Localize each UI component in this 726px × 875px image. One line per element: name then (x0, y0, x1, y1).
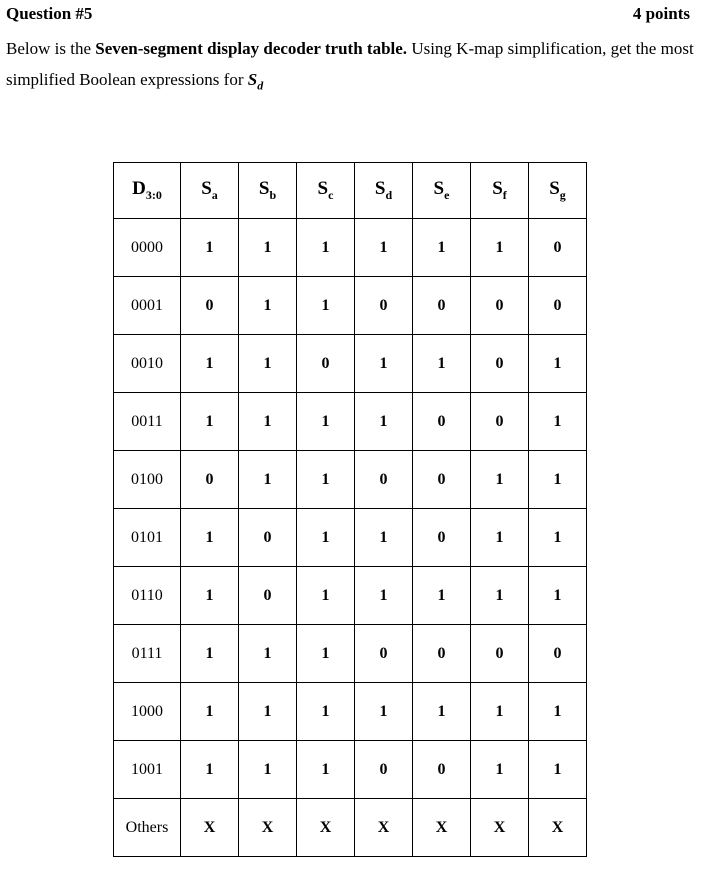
output-cell: 1 (181, 683, 239, 741)
output-cell: 0 (471, 393, 529, 451)
input-cell: Others (114, 799, 181, 857)
table-row (114, 625, 587, 683)
output-cell: 1 (529, 567, 587, 625)
header-cell (114, 163, 181, 219)
output-cell: 1 (297, 683, 355, 741)
table-row (114, 683, 587, 741)
header-sub: c (328, 187, 334, 202)
output-cell: 1 (471, 741, 529, 799)
output-cell: 1 (181, 625, 239, 683)
header-base: D (132, 178, 146, 200)
output-cell: 1 (355, 335, 413, 393)
output-cell: 1 (529, 683, 587, 741)
header-base: S (492, 178, 503, 200)
output-cell: 0 (355, 625, 413, 683)
table-row (114, 219, 587, 277)
header-base: S (374, 178, 386, 200)
output-cell: 1 (181, 393, 239, 451)
header-cell (297, 163, 355, 219)
output-cell: 0 (471, 277, 529, 335)
output-cell: X (529, 799, 587, 857)
output-cell: 1 (471, 509, 529, 567)
table-row (114, 451, 587, 509)
output-cell: 1 (529, 741, 587, 799)
output-cell: 1 (297, 277, 355, 335)
output-cell: 0 (413, 393, 471, 451)
output-cell: 1 (297, 567, 355, 625)
header-base: S (258, 178, 270, 200)
input-cell: 0010 (114, 335, 181, 393)
output-cell: 0 (413, 451, 471, 509)
output-cell: 0 (413, 741, 471, 799)
output-cell: 1 (297, 509, 355, 567)
header-cell (239, 163, 297, 219)
output-cell: 1 (297, 393, 355, 451)
table-body (114, 219, 587, 857)
header-sub: 3:0 (145, 187, 162, 202)
output-cell: X (297, 799, 355, 857)
table-row (114, 277, 587, 335)
header-sub: f (502, 187, 507, 202)
input-cell: 1001 (114, 741, 181, 799)
output-cell: 1 (529, 335, 587, 393)
table-row (114, 741, 587, 799)
output-cell: 1 (413, 335, 471, 393)
output-cell: 1 (239, 683, 297, 741)
output-cell: 1 (297, 219, 355, 277)
output-cell: 1 (355, 393, 413, 451)
header-base: S (317, 178, 329, 200)
prompt-table-title: Seven-segment display decoder truth table. (95, 39, 408, 58)
input-cell: 0101 (114, 509, 181, 567)
output-cell: 0 (413, 625, 471, 683)
output-cell: 1 (355, 683, 413, 741)
input-cell: 0110 (114, 567, 181, 625)
output-cell: 1 (471, 219, 529, 277)
output-cell: 1 (529, 451, 587, 509)
output-cell: 0 (239, 509, 297, 567)
input-cell: 0000 (114, 219, 181, 277)
output-cell: 1 (297, 741, 355, 799)
output-cell: X (239, 799, 297, 857)
output-cell: 0 (297, 335, 355, 393)
header-cell (529, 163, 587, 219)
header-base: S (549, 178, 560, 200)
input-cell: 0111 (114, 625, 181, 683)
target-var-sub: d (257, 78, 264, 93)
output-cell: 1 (413, 683, 471, 741)
output-cell: 1 (239, 451, 297, 509)
table-row (114, 509, 587, 567)
header-base: S (201, 178, 212, 200)
output-cell: 1 (413, 567, 471, 625)
output-cell: 0 (413, 509, 471, 567)
truth-table (113, 162, 587, 857)
prompt-intro: Below is the (6, 39, 96, 58)
table-row (114, 393, 587, 451)
output-cell: 0 (529, 277, 587, 335)
output-cell: 1 (413, 219, 471, 277)
header-cell (355, 163, 413, 219)
output-cell: 1 (239, 277, 297, 335)
table-row (114, 335, 587, 393)
output-cell: 0 (181, 277, 239, 335)
output-cell: 0 (413, 277, 471, 335)
output-cell: X (471, 799, 529, 857)
header-sub: a (211, 187, 218, 202)
output-cell: X (413, 799, 471, 857)
output-cell: 1 (529, 509, 587, 567)
table-row (114, 567, 587, 625)
output-cell: 1 (471, 683, 529, 741)
question-number: Question #5 (6, 4, 93, 23)
output-cell: X (181, 799, 239, 857)
output-cell: 1 (181, 741, 239, 799)
output-cell: 1 (181, 567, 239, 625)
header-sub: b (269, 187, 277, 202)
header-cell (181, 163, 239, 219)
question-prompt (6, 33, 724, 101)
prompt-text: Using K-map simplification, get the most simplified Boolean expressions for (6, 39, 694, 89)
target-var-base: S (247, 70, 258, 89)
output-cell: 1 (239, 335, 297, 393)
output-cell: 0 (529, 625, 587, 683)
output-cell: 1 (355, 219, 413, 277)
output-cell: 1 (529, 393, 587, 451)
output-cell: 1 (181, 509, 239, 567)
output-cell: X (355, 799, 413, 857)
input-cell: 1000 (114, 683, 181, 741)
output-cell: 1 (297, 451, 355, 509)
output-cell: 0 (181, 451, 239, 509)
header-cell (413, 163, 471, 219)
output-cell: 1 (355, 567, 413, 625)
output-cell: 0 (529, 219, 587, 277)
prompt-target-variable (247, 70, 264, 93)
output-cell: 0 (471, 625, 529, 683)
header-sub: d (385, 187, 393, 202)
input-cell: 0011 (114, 393, 181, 451)
output-cell: 1 (471, 567, 529, 625)
question-points: 4 points (632, 4, 690, 23)
output-cell: 1 (297, 625, 355, 683)
output-cell: 0 (239, 567, 297, 625)
output-cell: 0 (355, 741, 413, 799)
output-cell: 0 (355, 451, 413, 509)
input-cell: 0100 (114, 451, 181, 509)
output-cell: 1 (181, 335, 239, 393)
table-row (114, 799, 587, 857)
table-header-row (114, 163, 587, 219)
output-cell: 0 (471, 335, 529, 393)
output-cell: 1 (181, 219, 239, 277)
header-sub: e (444, 187, 450, 202)
output-cell: 1 (239, 625, 297, 683)
output-cell: 0 (355, 277, 413, 335)
output-cell: 1 (239, 219, 297, 277)
output-cell: 1 (239, 393, 297, 451)
output-cell: 1 (355, 509, 413, 567)
output-cell: 1 (239, 741, 297, 799)
input-cell: 0001 (114, 277, 181, 335)
header-cell (471, 163, 529, 219)
header-sub: g (559, 187, 566, 202)
question-header (6, 4, 690, 26)
header-base: S (433, 178, 445, 200)
output-cell: 1 (471, 451, 529, 509)
